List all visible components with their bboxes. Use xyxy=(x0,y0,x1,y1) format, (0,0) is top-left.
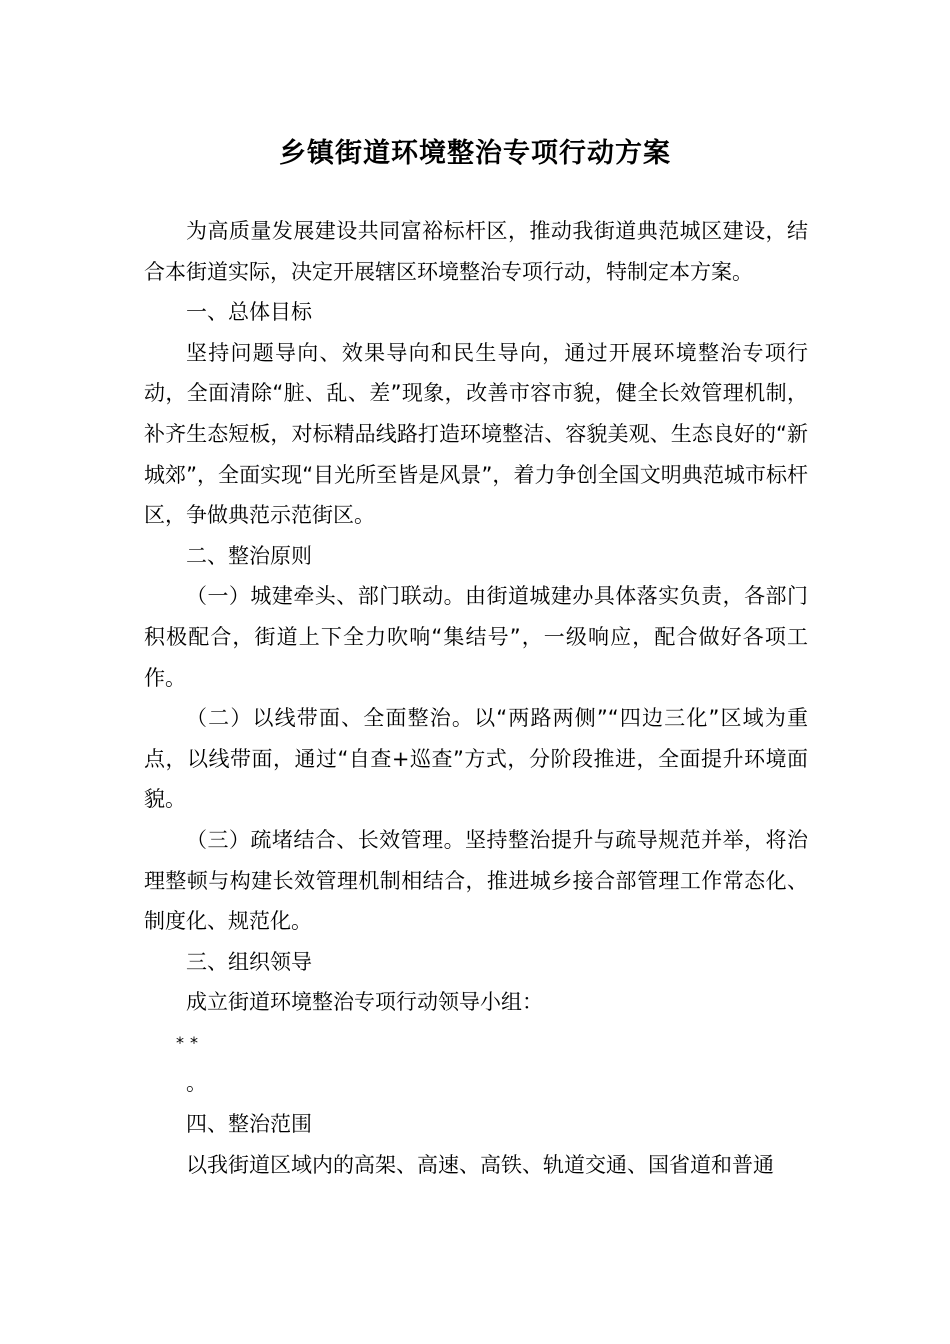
redacted-names: ** xyxy=(176,1032,204,1052)
leadership-paragraph: 成立街道环境整治专项行动领导小组： xyxy=(186,990,543,1015)
principle-paragraph-1: （一）城建牵头、部门联动。由街道城建办具体落实负责，各部门积极配合，街道上下全力吹响“集结号”，一级响应，配合做好各项工作。 xyxy=(144,584,808,690)
section-heading-leadership: 三、组织领导 xyxy=(186,949,312,974)
principle-paragraph-2: （二）以线带面、全面整治。以“两路两侧”“四边三化”区域为重点，以线带面，通过“自查+巡查”方式，分阶段推进，全面提升环境面貌。 xyxy=(144,706,808,812)
intro-paragraph: 为高质量发展建设共同富裕标杆区，推动我街道典范城区建设，结合本街道实际，决定开展辖区环境整治专项行动，特制定本方案。 xyxy=(144,219,808,284)
document-body xyxy=(144,211,808,1185)
scope-paragraph: 以我街道区域内的高架、高速、高铁、轨道交通、国省道和普通 xyxy=(186,1152,774,1177)
principle-paragraph-3: （三）疏堵结合、长效管理。坚持整治提升与疏导规范并举，将治理整顿与构建长效管理机制相结合，推进城乡接合部管理工作常态化、制度化、规范化。 xyxy=(144,827,808,934)
section-heading-goals: 一、总体目标 xyxy=(186,300,312,325)
document-title: 乡镇街道环境整治专项行动方案 xyxy=(279,138,671,169)
period-line: 。 xyxy=(186,1071,207,1096)
section-heading-principles: 二、整治原则 xyxy=(186,543,312,568)
section-heading-scope: 四、整治范围 xyxy=(186,1112,312,1137)
goals-paragraph: 坚持问题导向、效果导向和民生导向，通过开展环境整治专项行动，全面清除“脏、乱、差”现象，改善市容市貌，健全长效管理机制，补齐生态短板，对标精品线路打造环境整洁、容貌美观、生态良好的“新城郊”，全面实现“目光所至皆是风景”，着力争创全国文明典范城市标杆区，争做典范示范街区。 xyxy=(144,340,808,528)
